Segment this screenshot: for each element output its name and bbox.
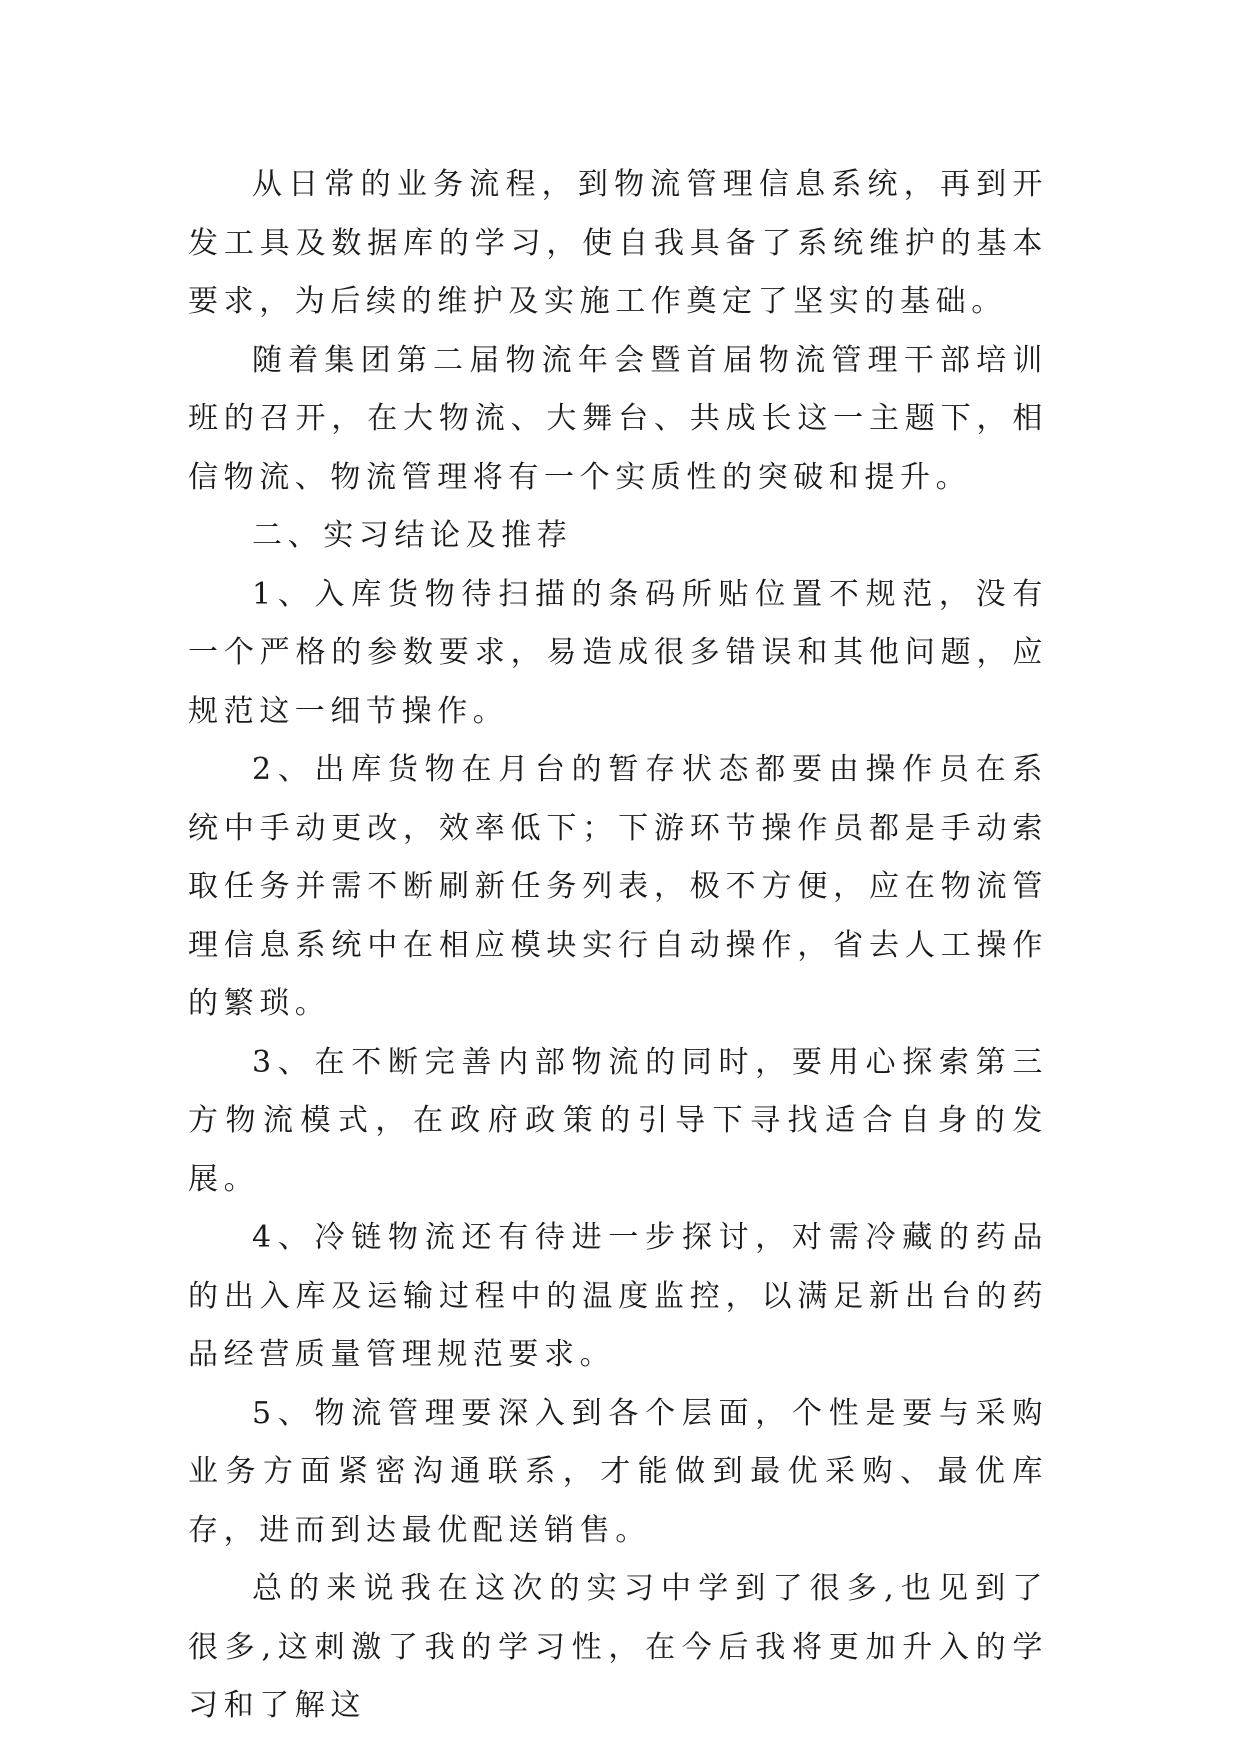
section-heading-conclusions: 二、实习结论及推荐 xyxy=(252,518,573,553)
paragraph-logistics-conference: 随着集团第二届物流年会暨首届物流管理干部培训班的召开，在大物流、大舞台、共成长这一主题下，相信物流、物流管理将有一个实质性的突破和提升。 xyxy=(188,342,1048,495)
paragraph-summary: 总的来说我在这次的实习中学到了很多,也见到了很多,这刺激了我的学习性，在今后我将更加升入的学习和了解这 xyxy=(188,1571,1048,1723)
recommendation-item-3: 3、在不断完善内部物流的同时，要用心探索第三方物流模式，在政府政策的引导下寻找适合自身的发展。 xyxy=(188,1044,1048,1197)
recommendation-item-1: 1、入库货物待扫描的条码所贴位置不规范，没有一个严格的参数要求，易造成很多错误和其他问题，应规范这一细节操作。 xyxy=(188,576,1048,729)
document-body xyxy=(188,156,1048,1736)
paragraph-system-study: 从日常的业务流程，到物流管理信息系统，再到开发工具及数据库的学习，使自我具备了系统维护的基本要求，为后续的维护及实施工作奠定了坚实的基础。 xyxy=(188,167,1048,319)
recommendation-item-5: 5、物流管理要深入到各个层面，个性是要与采购业务方面紧密沟通联系，才能做到最优采购、最优库存，进而到达最优配送销售。 xyxy=(188,1395,1048,1548)
recommendation-item-2: 2、出库货物在月台的暂存状态都要由操作员在系统中手动更改，效率低下；下游环节操作员都是手动索取任务并需不断刷新任务列表，极不方便，应在物流管理信息系统中在相应模块实行自动操作，省去人工操作的繁琐。 xyxy=(188,752,1048,1021)
recommendation-item-4: 4、冷链物流还有待进一步探讨，对需冷藏的药品的出入库及运输过程中的温度监控，以满足新出台的药品经营质量管理规范要求。 xyxy=(188,1220,1048,1372)
